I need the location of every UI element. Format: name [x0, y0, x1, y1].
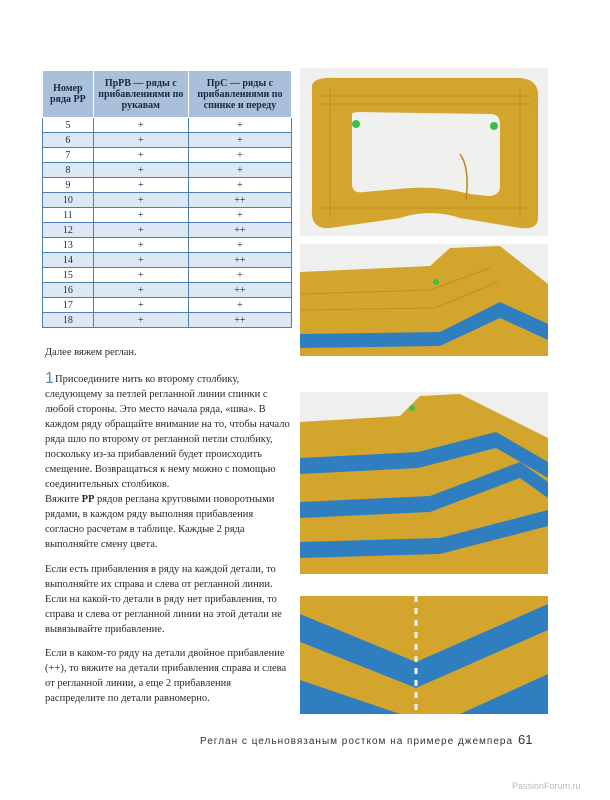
cell-sleeve-increase: + — [93, 298, 188, 313]
paragraph-2-lead: Вяжите — [45, 494, 79, 505]
cell-sleeve-increase: + — [93, 253, 188, 268]
table-row — [43, 313, 292, 328]
cell-row-number: 15 — [43, 268, 94, 283]
paragraph-2-rest: рядов реглана круговыми поворотными рядами, в каждом ряду выполняя прибавления согласно расчетам в таблице. Каждые 2 ряда выполняйте смену цвета. — [45, 494, 275, 550]
photo-first-stripe — [300, 244, 548, 356]
table-row — [43, 238, 292, 253]
cell-row-number: 12 — [43, 223, 94, 238]
table-header-row — [43, 71, 292, 118]
cell-sleeve-increase: + — [93, 148, 188, 163]
paragraph-3: Если есть прибавления в ряду на каждой детали, то выполняйте их справа и слева от регланной линии. Если на какой-то детали в ряду нет прибавления, то справа и слева от регланной линии на этой детали не вывязывайте прибавление. — [45, 564, 282, 635]
table-row — [43, 253, 292, 268]
cell-sleeve-increase: + — [93, 238, 188, 253]
cell-row-number: 16 — [43, 283, 94, 298]
cell-row-number: 18 — [43, 313, 94, 328]
cell-row-number: 8 — [43, 163, 94, 178]
cell-sleeve-increase: + — [93, 223, 188, 238]
table-row — [43, 148, 292, 163]
column-header-row-number: Номер ряда РР — [43, 71, 94, 118]
cell-body-increase: ++ — [188, 283, 291, 298]
photo-three-stripes — [300, 392, 548, 574]
table-row — [43, 193, 292, 208]
cell-body-increase: ++ — [188, 313, 291, 328]
cell-body-increase: + — [188, 118, 291, 133]
intro-text: Далее вяжем реглан. — [45, 347, 137, 358]
cell-body-increase: ++ — [188, 253, 291, 268]
raglan-closeup-illustration — [300, 596, 548, 714]
cell-sleeve-increase: + — [93, 313, 188, 328]
cell-sleeve-increase: + — [93, 178, 188, 193]
photo-yoke-start — [300, 68, 548, 236]
cell-row-number: 13 — [43, 238, 94, 253]
table-row — [43, 163, 292, 178]
cell-body-increase: + — [188, 148, 291, 163]
table-row — [43, 298, 292, 313]
cell-body-increase: + — [188, 268, 291, 283]
column-header-sleeve-increases: ПрРВ — ряды с прибавлениями по рукавам — [93, 71, 188, 118]
paragraph-4: Если в каком-то ряду на детали двойное прибавление (++), то вяжите на детали прибавления справа и слева от регланной линии, а еще 2 прибавления распределите по детали равномерно. — [45, 648, 287, 704]
cell-sleeve-increase: + — [93, 208, 188, 223]
cell-row-number: 9 — [43, 178, 94, 193]
cell-body-increase: + — [188, 298, 291, 313]
cell-body-increase: ++ — [188, 193, 291, 208]
paragraph-2 — [45, 492, 293, 552]
column-header-body-increases: ПрС — ряды с прибавлениями по спинке и переду — [188, 71, 291, 118]
first-stripe-illustration — [300, 244, 548, 356]
cell-body-increase: + — [188, 178, 291, 193]
raglan-rows-table — [42, 70, 292, 328]
cell-body-increase: + — [188, 208, 291, 223]
page-number: 61 — [518, 732, 533, 747]
yoke-start-illustration — [300, 68, 548, 236]
cell-sleeve-increase: + — [93, 193, 188, 208]
table-row — [43, 223, 292, 238]
cell-row-number: 10 — [43, 193, 94, 208]
paragraph-1: Присоедините нить ко второму столбику, следующему за петлей регланной линии спинки с любой стороны. Это место начала ряда, «шва». В каждом ряду обращайте внимание на то, чтобы начало ряда шло по второму от регланной петли столбику, поскольку из-за прибавлений будет происходить смещение. Возвращаться к нему можно с помощью соединительных столбиков. — [45, 374, 290, 490]
cell-body-increase: + — [188, 238, 291, 253]
cell-row-number: 6 — [43, 133, 94, 148]
table-row — [43, 283, 292, 298]
table-row — [43, 178, 292, 193]
cell-body-increase: ++ — [188, 223, 291, 238]
cell-row-number: 7 — [43, 148, 94, 163]
photo-raglan-closeup — [300, 596, 548, 714]
table-row — [43, 118, 292, 133]
cell-sleeve-increase: + — [93, 163, 188, 178]
three-stripes-illustration — [300, 392, 548, 574]
watermark: PassionForum.ru — [512, 781, 581, 791]
running-footer: Реглан с цельновязаным ростком на примере джемпера — [200, 736, 514, 747]
cell-body-increase: + — [188, 133, 291, 148]
table-row — [43, 208, 292, 223]
table-body — [43, 118, 292, 328]
cell-row-number: 17 — [43, 298, 94, 313]
step-number: 1 — [45, 370, 54, 387]
table-row — [43, 268, 292, 283]
cell-sleeve-increase: + — [93, 268, 188, 283]
cell-row-number: 11 — [43, 208, 94, 223]
paragraph-2-bold: РР — [81, 494, 95, 505]
cell-sleeve-increase: + — [93, 118, 188, 133]
cell-sleeve-increase: + — [93, 283, 188, 298]
cell-sleeve-increase: + — [93, 133, 188, 148]
cell-row-number: 14 — [43, 253, 94, 268]
cell-row-number: 5 — [43, 118, 94, 133]
cell-body-increase: + — [188, 163, 291, 178]
table-row — [43, 133, 292, 148]
